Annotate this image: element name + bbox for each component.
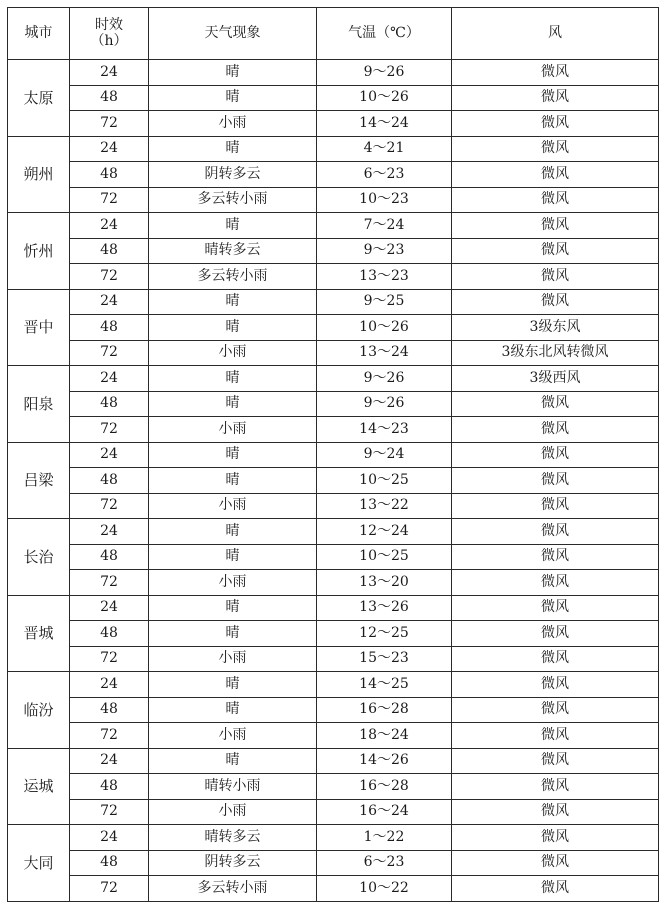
header-weather: 天气现象 [149, 8, 317, 60]
wind-cell: 微风 [452, 213, 659, 239]
hours-cell: 24 [70, 442, 149, 468]
wind-cell: 微风 [452, 876, 659, 902]
hours-cell: 72 [70, 493, 149, 519]
temp-range-cell: 13～24 [317, 340, 452, 366]
weather-cell: 小雨 [149, 111, 317, 137]
weather-cell: 晴转多云 [149, 238, 317, 264]
table-row [8, 315, 659, 341]
weather-cell: 晴 [149, 621, 317, 647]
wind-cell: 3级西风 [452, 366, 659, 392]
temp-range-cell: 9～25 [317, 289, 452, 315]
city-name-cell: 临汾 [8, 672, 70, 749]
weather-cell: 阴转多云 [149, 162, 317, 188]
weather-cell: 晴 [149, 366, 317, 392]
table-row [8, 289, 659, 315]
table-row [8, 162, 659, 188]
wind-cell: 微风 [452, 111, 659, 137]
hours-cell: 72 [70, 264, 149, 290]
temp-range-cell: 13～23 [317, 264, 452, 290]
city-name-cell: 太原 [8, 60, 70, 137]
wind-cell: 微风 [452, 544, 659, 570]
table-row [8, 366, 659, 392]
weather-cell: 晴 [149, 672, 317, 698]
weather-cell: 多云转小雨 [149, 187, 317, 213]
wind-cell: 微风 [452, 442, 659, 468]
header-time [70, 8, 149, 60]
hours-cell: 48 [70, 468, 149, 494]
temp-range-cell: 9～26 [317, 366, 452, 392]
hours-cell: 24 [70, 289, 149, 315]
temp-range-cell: 18～24 [317, 723, 452, 749]
table-row [8, 85, 659, 111]
temp-range-cell: 13～20 [317, 570, 452, 596]
wind-cell: 微风 [452, 417, 659, 443]
weather-cell: 晴 [149, 213, 317, 239]
hours-cell: 24 [70, 825, 149, 851]
city-name-cell: 晋中 [8, 289, 70, 366]
weather-cell: 晴 [149, 468, 317, 494]
temp-range-cell: 9～23 [317, 238, 452, 264]
city-name-cell: 忻州 [8, 213, 70, 290]
temp-range-cell: 10～25 [317, 544, 452, 570]
weather-cell: 小雨 [149, 417, 317, 443]
wind-cell: 微风 [452, 850, 659, 876]
city-name-cell: 大同 [8, 825, 70, 902]
header-wind: 风 [452, 8, 659, 60]
weather-cell: 晴 [149, 697, 317, 723]
weather-cell: 晴转小雨 [149, 774, 317, 800]
temp-range-cell: 14～24 [317, 111, 452, 137]
temp-range-cell: 7～24 [317, 213, 452, 239]
table-row [8, 825, 659, 851]
hours-cell: 48 [70, 162, 149, 188]
table-row [8, 774, 659, 800]
weather-cell: 小雨 [149, 646, 317, 672]
wind-cell: 微风 [452, 391, 659, 417]
table-row [8, 136, 659, 162]
weather-cell: 晴 [149, 60, 317, 86]
table-row [8, 60, 659, 86]
wind-cell: 微风 [452, 60, 659, 86]
wind-cell: 3级东风 [452, 315, 659, 341]
table-row [8, 340, 659, 366]
table-row [8, 672, 659, 698]
temp-range-cell: 15～23 [317, 646, 452, 672]
hours-cell: 72 [70, 799, 149, 825]
table-body [8, 60, 659, 902]
temp-range-cell: 14～26 [317, 748, 452, 774]
table-row [8, 111, 659, 137]
header-time-unit: （h） [90, 32, 128, 49]
hours-cell: 24 [70, 60, 149, 86]
weather-cell: 晴 [149, 136, 317, 162]
table-row [8, 570, 659, 596]
table-row [8, 238, 659, 264]
wind-cell: 微风 [452, 468, 659, 494]
hours-cell: 72 [70, 111, 149, 137]
city-name-cell: 吕梁 [8, 442, 70, 519]
forecast-table [7, 7, 659, 902]
city-name-cell: 运城 [8, 748, 70, 825]
table-row [8, 187, 659, 213]
temp-range-cell: 10～23 [317, 187, 452, 213]
wind-cell: 微风 [452, 289, 659, 315]
weather-cell: 晴 [149, 442, 317, 468]
hours-cell: 24 [70, 519, 149, 545]
wind-cell: 微风 [452, 187, 659, 213]
city-name-cell: 晋城 [8, 595, 70, 672]
temp-range-cell: 16～24 [317, 799, 452, 825]
weather-cell: 阴转多云 [149, 850, 317, 876]
table-row [8, 876, 659, 902]
hours-cell: 48 [70, 697, 149, 723]
wind-cell: 微风 [452, 493, 659, 519]
city-name-cell: 朔州 [8, 136, 70, 213]
wind-cell: 3级东北风转微风 [452, 340, 659, 366]
table-row [8, 442, 659, 468]
hours-cell: 72 [70, 187, 149, 213]
temp-range-cell: 16～28 [317, 774, 452, 800]
weather-cell: 小雨 [149, 493, 317, 519]
table-row [8, 264, 659, 290]
temp-range-cell: 13～22 [317, 493, 452, 519]
wind-cell: 微风 [452, 697, 659, 723]
header-row [8, 8, 659, 60]
temp-range-cell: 6～23 [317, 162, 452, 188]
temp-range-cell: 10～25 [317, 468, 452, 494]
wind-cell: 微风 [452, 723, 659, 749]
hours-cell: 72 [70, 646, 149, 672]
hours-cell: 48 [70, 621, 149, 647]
table-row [8, 417, 659, 443]
temp-range-cell: 12～25 [317, 621, 452, 647]
hours-cell: 48 [70, 85, 149, 111]
hours-cell: 24 [70, 136, 149, 162]
hours-cell: 48 [70, 544, 149, 570]
temp-range-cell: 6～23 [317, 850, 452, 876]
temp-range-cell: 16～28 [317, 697, 452, 723]
hours-cell: 48 [70, 391, 149, 417]
table-row [8, 595, 659, 621]
table-row [8, 493, 659, 519]
hours-cell: 48 [70, 850, 149, 876]
temp-range-cell: 10～26 [317, 315, 452, 341]
wind-cell: 微风 [452, 646, 659, 672]
hours-cell: 72 [70, 417, 149, 443]
table-row [8, 621, 659, 647]
temp-range-cell: 14～25 [317, 672, 452, 698]
table-row [8, 213, 659, 239]
wind-cell: 微风 [452, 136, 659, 162]
wind-cell: 微风 [452, 519, 659, 545]
weather-cell: 晴 [149, 391, 317, 417]
weather-cell: 晴 [149, 544, 317, 570]
table-row [8, 544, 659, 570]
wind-cell: 微风 [452, 570, 659, 596]
weather-cell: 晴转多云 [149, 825, 317, 851]
wind-cell: 微风 [452, 799, 659, 825]
wind-cell: 微风 [452, 264, 659, 290]
hours-cell: 72 [70, 876, 149, 902]
hours-cell: 48 [70, 315, 149, 341]
table-row [8, 646, 659, 672]
wind-cell: 微风 [452, 748, 659, 774]
hours-cell: 72 [70, 340, 149, 366]
temp-range-cell: 4～21 [317, 136, 452, 162]
weather-cell: 小雨 [149, 723, 317, 749]
weather-cell: 晴 [149, 519, 317, 545]
city-name-cell: 长治 [8, 519, 70, 596]
weather-cell: 晴 [149, 289, 317, 315]
table-row [8, 519, 659, 545]
temp-range-cell: 1～22 [317, 825, 452, 851]
table-header [8, 8, 659, 60]
weather-cell: 小雨 [149, 799, 317, 825]
wind-cell: 微风 [452, 672, 659, 698]
header-time-label: 时效 [95, 17, 123, 34]
temp-range-cell: 9～26 [317, 391, 452, 417]
hours-cell: 72 [70, 570, 149, 596]
temp-range-cell: 10～26 [317, 85, 452, 111]
temp-range-cell: 10～22 [317, 876, 452, 902]
weather-cell: 多云转小雨 [149, 264, 317, 290]
header-city: 城市 [8, 8, 70, 60]
hours-cell: 48 [70, 238, 149, 264]
wind-cell: 微风 [452, 162, 659, 188]
table-row [8, 850, 659, 876]
weather-cell: 小雨 [149, 570, 317, 596]
temp-range-cell: 12～24 [317, 519, 452, 545]
temp-range-cell: 13～26 [317, 595, 452, 621]
header-temp: 气温（℃） [317, 8, 452, 60]
hours-cell: 24 [70, 213, 149, 239]
table-row [8, 748, 659, 774]
wind-cell: 微风 [452, 774, 659, 800]
weather-cell: 晴 [149, 748, 317, 774]
weather-cell: 小雨 [149, 340, 317, 366]
temp-range-cell: 9～26 [317, 60, 452, 86]
wind-cell: 微风 [452, 238, 659, 264]
table-row [8, 723, 659, 749]
hours-cell: 24 [70, 366, 149, 392]
city-name-cell: 阳泉 [8, 366, 70, 443]
temp-range-cell: 14～23 [317, 417, 452, 443]
table-row [8, 468, 659, 494]
table-row [8, 799, 659, 825]
temp-range-cell: 9～24 [317, 442, 452, 468]
hours-cell: 24 [70, 748, 149, 774]
hours-cell: 48 [70, 774, 149, 800]
table-row [8, 697, 659, 723]
weather-cell: 晴 [149, 595, 317, 621]
weather-cell: 多云转小雨 [149, 876, 317, 902]
hours-cell: 24 [70, 595, 149, 621]
weather-cell: 晴 [149, 315, 317, 341]
hours-cell: 72 [70, 723, 149, 749]
wind-cell: 微风 [452, 621, 659, 647]
wind-cell: 微风 [452, 595, 659, 621]
hours-cell: 24 [70, 672, 149, 698]
wind-cell: 微风 [452, 85, 659, 111]
weather-cell: 晴 [149, 85, 317, 111]
table-row [8, 391, 659, 417]
wind-cell: 微风 [452, 825, 659, 851]
